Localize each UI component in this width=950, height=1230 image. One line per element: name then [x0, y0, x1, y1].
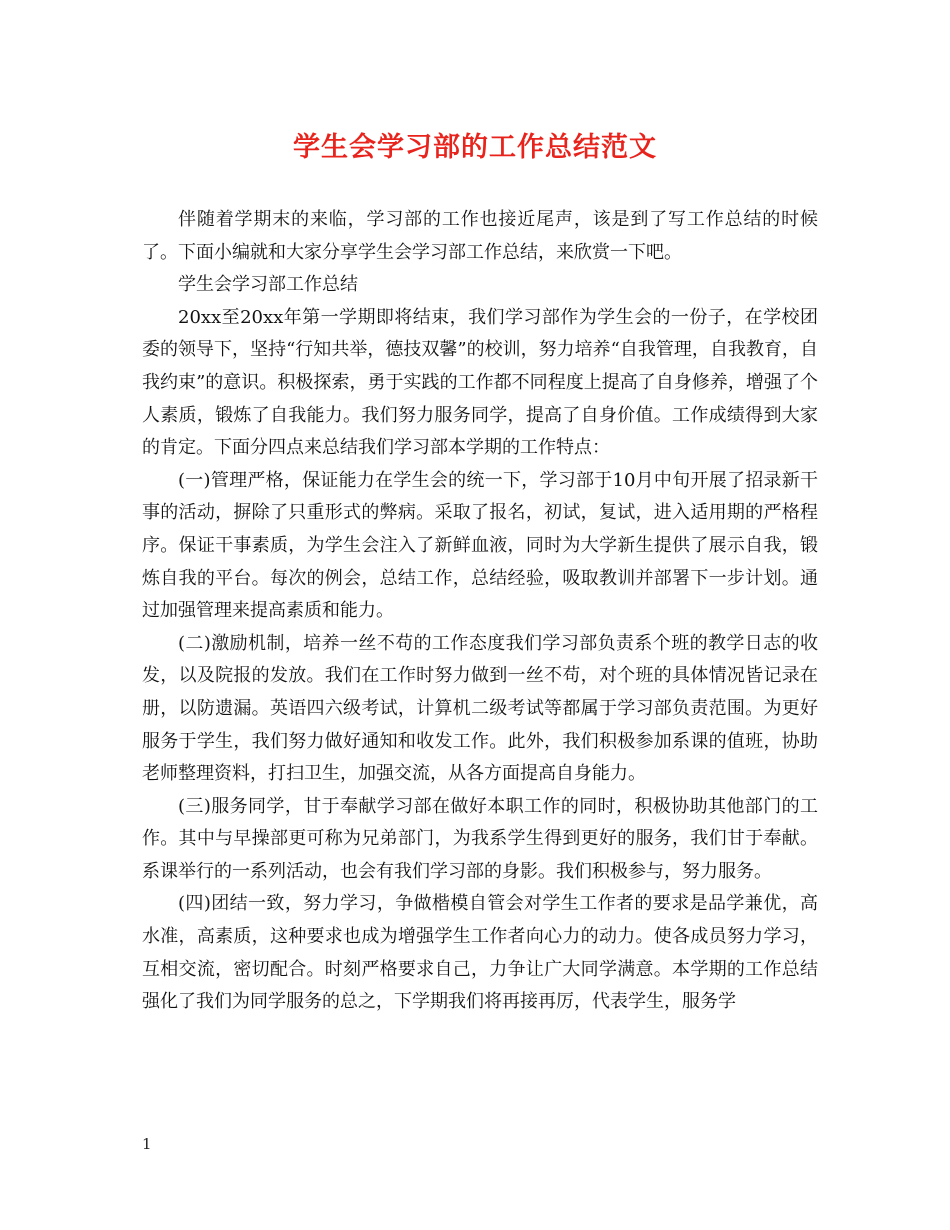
- paragraph-overview: 20xx至20xx年第一学期即将结束，我们学习部作为学生会的一份子，在学校团委的领导下，坚持“行知共举，德技双馨”的校训，努力培养“自我管理，自我教育，自我约束”的意识。积极探索，勇于实践的工作都不同程度上提高了自身修养，增强了个人素质，锻炼了自我能力。我们努力服务同学，提高了自身价值。工作成绩得到大家的肯定。下面分四点来总结我们学习部本学期的工作特点：: [142, 306, 818, 459]
- paragraph-point-3: (三)服务同学，甘于奉献学习部在做好本职工作的同时，积极协助其他部门的工作。其中与早操部更可称为兄弟部门，为我系学生得到更好的服务，我们甘于奉献。系课举行的一系列活动，也会有我们学习部的身影。我们积极参与，努力服务。: [142, 795, 818, 882]
- paragraph-subheading: 学生会学习部工作总结: [178, 274, 358, 296]
- paragraph-intro: 伴随着学期末的来临，学习部的工作也接近尾声，该是到了写工作总结的时候了。下面小编就和大家分享学生会学习部工作总结，来欣赏一下吧。: [142, 209, 818, 263]
- paragraph-point-1: (一)管理严格，保证能力在学生会的统一下，学习部于10月中旬开展了招录新干事的活动，摒除了只重形式的弊病。采取了报名，初试，复试，进入适用期的严格程序。保证干事素质，为学生会注入了新鲜血液，同时为大学新生提供了展示自我，锻炼自我的平台。每次的例会，总结工作，总结经验，吸取教训并部署下一步计划。通过加强管理来提高素质和能力。: [142, 469, 818, 622]
- page-number: 1: [142, 1135, 152, 1153]
- document-title: 学生会学习部的工作总结范文: [293, 132, 657, 163]
- paragraph-point-2: (二)激励机制，培养一丝不苟的工作态度我们学习部负责系个班的教学日志的收发，以及院报的发放。我们在工作时努力做到一丝不苟，对个班的具体情况皆记录在册，以防遗漏。英语四六级考试，计算机二级考试等都属于学习部负责范围。为更好服务于学生，我们努力做好通知和收发工作。此外，我们积极参加系课的值班，协助老师整理资料，打扫卫生，加强交流，从各方面提高自身能力。: [142, 632, 818, 785]
- document-body: [142, 204, 818, 1019]
- paragraph-point-4: (四)团结一致，努力学习，争做楷模自管会对学生工作者的要求是品学兼优，高水准，高素质，这种要求也成为增强学生工作者向心力的动力。使各成员努力学习，互相交流，密切配合。时刻严格要求自己，力争让广大同学满意。本学期的工作总结强化了我们为同学服务的总之，下学期我们将再接再厉，代表学生，服务学: [142, 893, 818, 1013]
